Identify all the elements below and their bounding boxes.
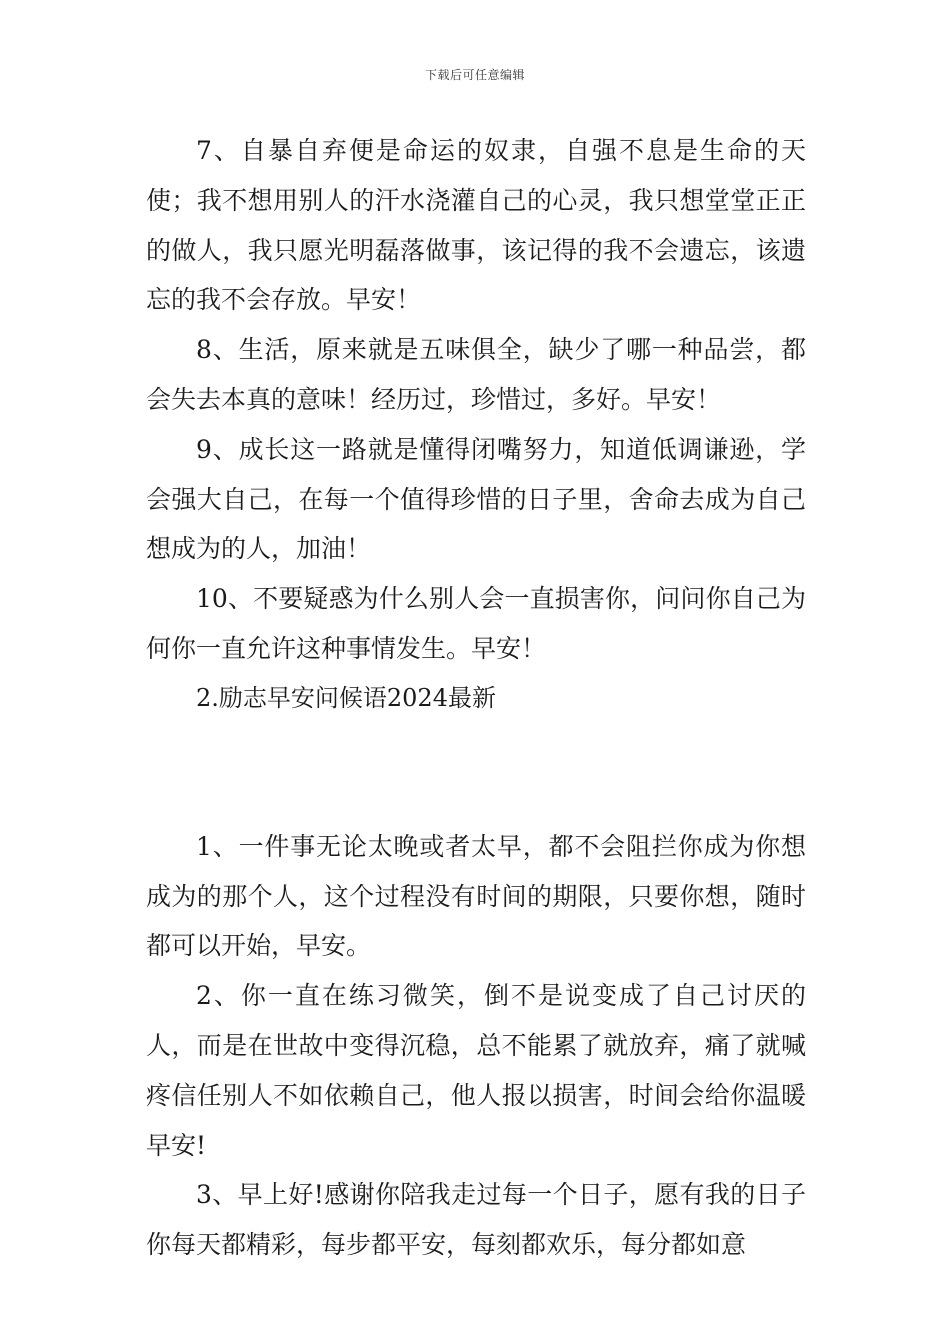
- paragraph-1: 1、一件事无论太晚或者太早，都不会阻拦你成为你想成为的那个人，这个过程没有时间的期限，只要你想，随时都可以开始，早安。: [146, 831, 806, 961]
- paragraph-9: 9、成长这一路就是懂得闭嘴努力，知道低调谦逊，学会强大自己，在每一个值得珍惜的日子里，舍命去成为自己想成为的人，加油！: [146, 434, 806, 564]
- page-header: 下载后可任意编辑: [424, 68, 525, 82]
- paragraph-10: 10、不要疑惑为什么别人会一直损害你，问问你自己为何你一直允许这种事情发生。早安！: [146, 584, 806, 663]
- section-heading: 2.励志早安问候语2024最新: [196, 683, 496, 712]
- document-body: [146, 126, 806, 1270]
- paragraph-2: 2、你一直在练习微笑，倒不是说变成了自己讨厌的人，而是在世故中变得沉稳，总不能累了就放弃，痛了就喊疼信任别人不如依赖自己，他人报以损害，时间会给你温暖早安!: [146, 981, 806, 1160]
- paragraph-8: 8、生活，原来就是五味俱全，缺少了哪一种品尝，都会失去本真的意味！经历过，珍惜过，多好。早安！: [146, 335, 806, 414]
- paragraph-3: 3、早上好!感谢你陪我走过每一个日子，愿有我的日子你每天都精彩，每步都平安，每刻都欢乐，每分都如意: [146, 1180, 806, 1260]
- paragraph-7: 7、自暴自弃便是命运的奴隶，自强不息是生命的天使；我不想用别人的汗水浇灌自己的心灵，我只想堂堂正正的做人，我只愿光明磊落做事，该记得的我不会遗忘，该遗忘的我不会存放。早安！: [146, 136, 806, 315]
